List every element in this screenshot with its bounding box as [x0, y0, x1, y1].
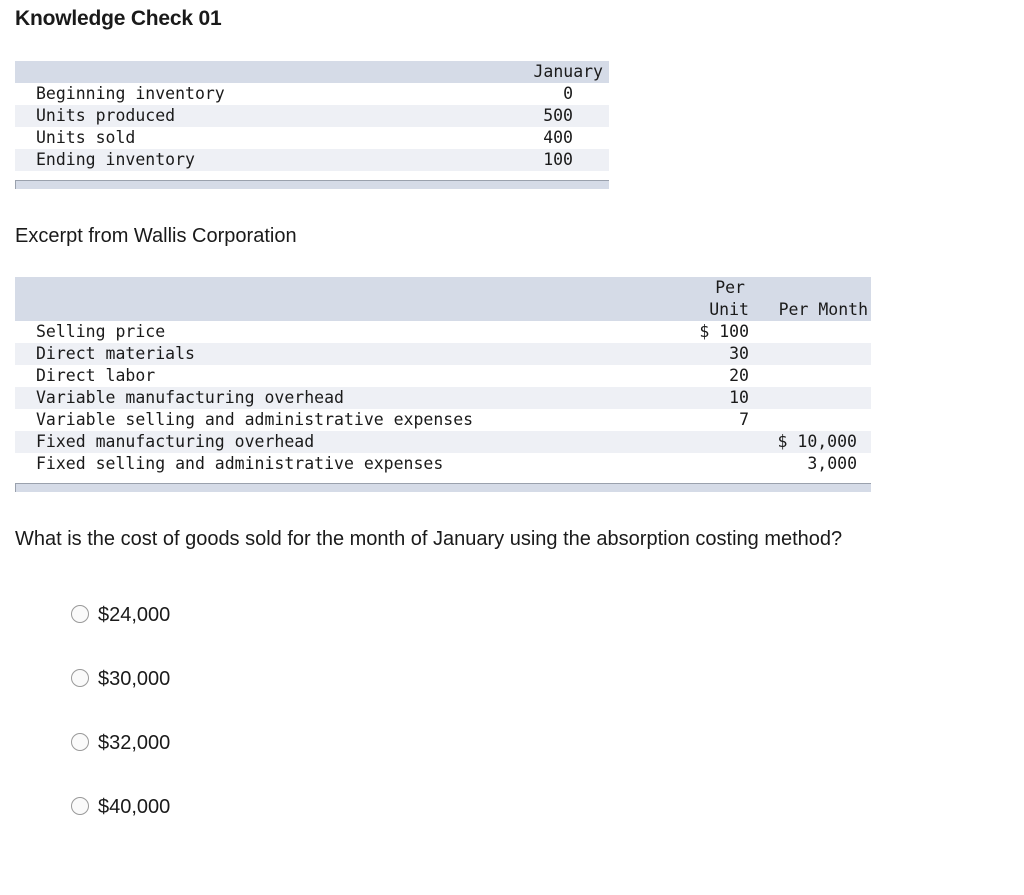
row-label: Direct labor: [36, 366, 156, 385]
row-label: Ending inventory: [36, 150, 195, 169]
table-row: [15, 321, 871, 343]
row-value: 0: [563, 84, 573, 103]
per-unit-value: 30: [729, 344, 749, 363]
row-label: Variable selling and administrative expenses: [36, 410, 474, 429]
table-row: [15, 387, 871, 409]
per-unit-value: 10: [729, 388, 749, 407]
page-title: Knowledge Check 01: [15, 7, 222, 30]
per-month-value: $ 10,000: [777, 432, 857, 451]
table-footer: [15, 180, 609, 189]
radio-button[interactable]: [71, 669, 89, 687]
table-row: [15, 83, 609, 105]
column-header-per-unit-line2: Unit: [709, 300, 749, 319]
per-unit-value: $ 100: [699, 322, 749, 341]
per-unit-value: 7: [739, 410, 749, 429]
table-row: [15, 365, 871, 387]
table-row: [15, 343, 871, 365]
table-row: [15, 431, 871, 453]
row-label: Units sold: [36, 128, 136, 147]
row-label: Variable manufacturing overhead: [36, 388, 344, 407]
table-header-row: [15, 299, 871, 321]
per-month-value: 3,000: [807, 454, 857, 473]
per-unit-value: 20: [729, 366, 749, 385]
row-label: Direct materials: [36, 344, 195, 363]
table-footer: [15, 483, 871, 492]
radio-button[interactable]: [71, 605, 89, 623]
column-header-per-month: Per Month: [778, 300, 868, 319]
row-label: Units produced: [36, 106, 176, 125]
option-label: $40,000: [98, 796, 171, 818]
option-label: $24,000: [98, 604, 171, 626]
option-label: $32,000: [98, 732, 171, 754]
table-row: [15, 409, 871, 431]
column-header-per-unit-line1: Per: [715, 278, 745, 297]
row-value: 500: [543, 106, 573, 125]
inventory-table: [15, 61, 609, 189]
row-label: Fixed selling and administrative expenses: [36, 454, 444, 473]
row-label: Fixed manufacturing overhead: [36, 432, 315, 451]
row-label: Beginning inventory: [36, 84, 225, 103]
row-value: 400: [543, 128, 573, 147]
column-header-january: January: [533, 62, 603, 81]
row-value: 100: [543, 150, 573, 169]
section-subheading: Excerpt from Wallis Corporation: [15, 225, 297, 247]
row-label: Selling price: [36, 322, 166, 341]
option-label: $30,000: [98, 668, 171, 690]
radio-button[interactable]: [71, 733, 89, 751]
table-row: [15, 127, 609, 149]
table-header-row: [15, 277, 871, 299]
table-row: [15, 453, 871, 475]
cost-table: [15, 277, 871, 493]
radio-button[interactable]: [71, 797, 89, 815]
table-row: [15, 149, 609, 171]
table-row: [15, 105, 609, 127]
question-text: What is the cost of goods sold for the month of January using the absorption costing method?: [15, 528, 843, 550]
table-header-row: [15, 61, 609, 83]
